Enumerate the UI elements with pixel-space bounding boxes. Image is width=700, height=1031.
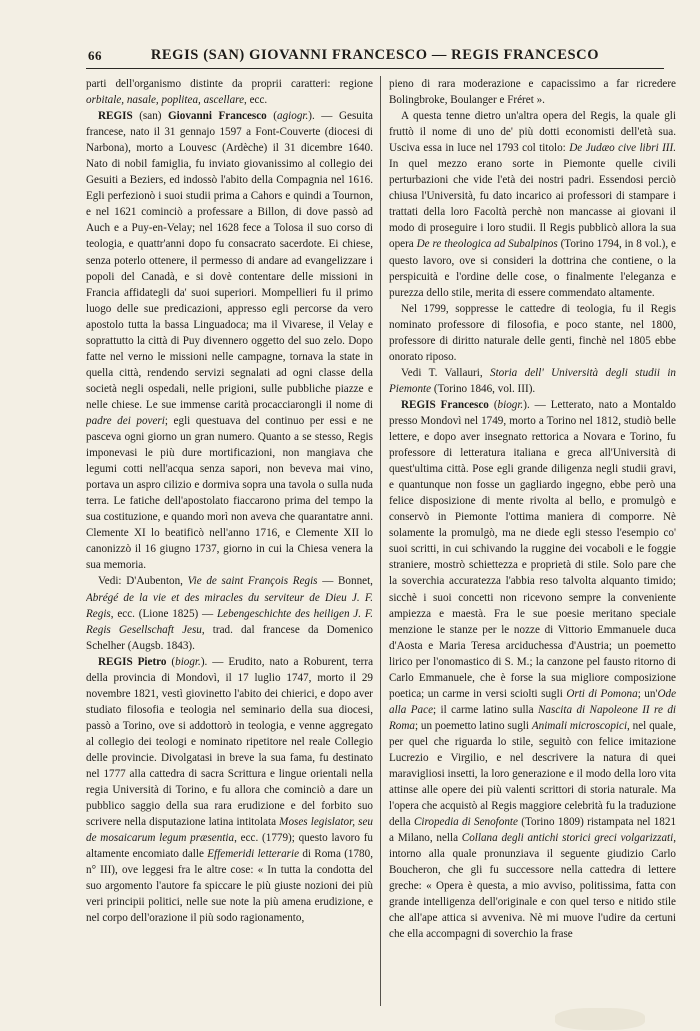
text-run: (Torino 1846, vol. III). [431,382,536,395]
text-run: , intorno alla quale pronunziava il seguente giudizio Carlo Boucheron, che gli fu successore nella cattedra di lettere greche: « Opera è questa, a mio avviso, politissima, fatta con grande intelligenza dell'originale e con quel terso e nitido stile che all'ape attica si avveniva. Nè mi muove l'udire da certuni che ella accompagni di soverchio la frase [389,832,676,941]
italic-text: Effemeridi letterarie [207,848,300,861]
italic-text: Nascita di Napoleone II re di Roma [389,703,676,732]
bold-text: REGIS Pietro [98,655,167,668]
text-run: ( [266,110,278,123]
text-columns [86,76,676,1006]
page-number: 66 [88,48,102,63]
text-run: ). — Gesuita francese, nato il 31 gennajo 1597 a Font-Couverte (diocesi di Narbona), morto a Louvesc (Ardèche) il 31 dicembre 1640. Nato di nobil famiglia, fu inviato giovanissimo al collegio dei Gesuiti a Beziers, ed indossò l'abito della Compagnia nel 1616. Egli perfezionò i suoi studii prima a Cahors e quindi a Tournon, e nel 1621 cominciò a professare a Billon, di dove passò ad Auch e a Puy-en-Velay; nel 1628 fece a Tolosa il suo corso di teologia, e quattr'anni dopo fu consacrato sacerdote. Ei chiese, senza poterlo ottenere, il permesso di andare ad evangelizzare i popoli del Canadà, e si dovè contentare delle missioni in Francia affidategli da' suoi superiori. Mompellieri fu il primo luogo delle sue predicazioni, appresso egli percorse da vero apostolo tutta la bassa Linguadoca; ma il Vivarese, il Velay e soprattutto la città di Puy divennero oggetto del suo zelo. Dopo fatte nel verno le missioni nelle campagne, tornava la state in quella città, rendendo servizi segnalati ad ogni classe della società negli ospedali, nelle prigioni, sulle pubbliche piazze e nelle chiese. Le sue immense carità procacciarongli il nome di [86,110,373,411]
italic-text: Orti di Pomona [566,687,638,700]
entry-paragraph [86,573,373,653]
text-run: (Torino 1794, in 8 vol.), e questo lavoro, ove si consideri la dottrina che contiene, o la perspicuità e l'ordine delle cose, o finalmente l'eleganza e purezza dello stile, merita di essere commendato altamente. [389,238,676,299]
text-run: , ecc. (1779); questo lavoro fu altamente encomiato dalle [86,832,373,861]
right-column [389,76,676,1006]
text-run: (Torino 1809) ristampata nel 1821 a Milano, nella [389,816,676,845]
italic-text: agiogr. [277,110,309,123]
entry-paragraph [389,365,676,397]
italic-text: Vie de saint François Regis [187,575,318,588]
page-smudge [555,1008,645,1030]
italic-text: Abrégé de la vie et des miracles du serviteur de Dieu J. F. Regis [86,591,373,620]
bold-text: REGIS [98,110,133,123]
italic-text: Animali microscopici [531,719,628,732]
text-run: ( [488,398,498,411]
text-run: , nel quale, per quel che riguarda lo stile, seguitò con felice imitazione Lucrezio e Virgilio, e nel descrivere la natura di quei maravigliosi insetti, la loro generazione e il modo della loro vita attinse alle opere dei più valenti scrittori di storia naturale. Ma l'opera che acquistò al Regis maggiore celebrità fu la traduzione della [389,719,676,829]
running-title: REGIS (SAN) GIOVANNI FRANCESCO — REGIS FRANCESCO [150,47,600,63]
italic-text: Lebengeschichte des heiligen J. F. Regis Gesellschaft Jesu [86,607,373,636]
text-run: — Bonnet, [317,575,373,588]
left-column [86,76,373,1006]
italic-text: orbitale, nasale, poplitea, ascellare [86,94,245,107]
italic-text: biogr. [175,655,201,668]
text-run: Vedi: D'Aubenton, [98,575,188,588]
text-run: Nel 1799, soppresse le cattedre di teologia, fu il Regis nominato professore di filosofia, e poco stante, nel 1800, professore di diritto naturale delle genti, finchè nel 1805 ebbe onorato riposo. [389,302,676,363]
continued-paragraph [389,76,676,108]
italic-text: Ciropedia di Senofonte [413,816,518,829]
italic-text: padre dei poveri [86,414,165,427]
text-run: ; egli questuava del continuo per essi e ne pasceva ogni giorno un gran numero. Quanto a se stesso, Regis imponevasi le più dure mortificazioni, non mangiava che legumi cotti nell'acqua senza sapori, non beveva mai vino, portava un aspro cilizio e dormiva sopra una tavola o sulla nuda terra. Le fatiche dell'apostolato fiaccarono prima del tempo la sua costituzione, e quando morì non aveva che quarantatre anni. Clemente XI lo beatificò nell'anno 1716, e Clemente XII lo canonizzò il 16 giugno 1737, giorno in cui la Chiesa venera la sua memoria. [86,414,373,572]
italic-text: De Judæo cive libri III. [569,142,676,155]
italic-text: Ode alla Pace [389,687,676,716]
entry-paragraph [389,397,676,943]
text-run: A questa tenne dietro un'altra opera del Regis, la quale gli fruttò il nome di uno de' più dotti economisti dell'età sua. Usciva essa in luce nel 1793 col titolo: [389,110,676,155]
bold-text: Giovanni Francesco [168,110,267,123]
text-run: (san) [132,110,169,123]
italic-text: Moses legislator, seu de mosaicarum legum præsentia [86,816,373,845]
italic-text: Storia dell' Università degli studii in Piemonte [389,366,676,395]
text-run: parti dell'organismo distinte da proprii caratteri: regione [86,78,373,90]
italic-text: Collana degli antichi storici greci volgarizzati [461,832,674,845]
text-run: di Roma (1780, n° III), ove leggesi fra le altre cose: « In tutta la condotta del suo argomento l'autore fa spiccare le più giuste nozioni dei più veri principii politici, nelle sue note la più amena erudizione, e nel corpo dell'orazione il più sodo ragionamento, [86,848,373,925]
text-run: Vedi T. Vallauri, [401,366,490,379]
italic-text: De re theologica ad Subalpinos [416,238,558,251]
text-run: , ecc. (Lione 1825) — [110,607,217,620]
continued-paragraph [86,76,373,108]
entry-paragraph [86,108,373,573]
page-header [86,44,664,69]
text-run: ). — Letterato, nato a Montaldo presso Mondovì nel 1749, morto a Torino nel 1812, studiò belle lettere, e dopo aver insegnato rettorica a Novara e Torino, fu professore di letteratura italiana e greca all'Università di quest'ultima città. Pose egli grande diligenza negli studii gravi, e quantunque non fosse un gagliardo ingegno, ebbe però una felice disposizione di mente rivolta al bello, e promulgò e conservò in Piemonte l'ottima maniera di comporre. Nè solamente la promulgò, ma ne diede egli stesso l'esempio co' suoi scritti, in cui schivando la ruggine dei vocaboli e le foggie straniere, mostrò schiettezza e proprietà di stile. Solo pare che la soverchia accuratezza l'abbia reso talvolta alquanto timido; sicchè i suoi concetti non ricevono sempre la conveniente ampiezza e maestà. Fra le sue poesie meritano speciale menzione le stanze per le nozze di Vittorio Emmanuele duca d'Aosta e Maria Teresa arciduchessa d'Austria; un poemetto lirico per l'onomastico di S. M.; la canzone pel fausto ritorno di Carlo Emmanuele, che è forse la sua migliore composizione poetica; un carme in versi sciolti sugli [389,398,676,700]
entry-paragraph [389,108,676,301]
text-run: pieno di rara moderazione e capacissimo a far ricredere Bolingbroke, Boulanger e Fréret ». [389,78,676,107]
text-run: ; un' [637,687,658,700]
text-run: ). — Erudito, nato a Roburent, terra della provincia di Mondovì, il 17 luglio 1747, morto il 29 novembre 1821, vestì giovinetto l'abito dei chierici, e dopo aver studiato filosofia e teologia nel seminario della sua diocesi, passò a Torino, ove si addottorò in teologia, e venne aggregato al collegio dei teologi e nominato ripetitore nel reale Collegio delle provincie. Divolgatasi in breve la sua fama, fu destinato nel 1777 alla cattedra di sacra Scrittura e lingue orientali nella regia Università di Torino, e fu allora che cominciò a dare un pubblico saggio della sua rara erudizione e del forbito suo scrivere nella disputazione latina intitolata [86,655,373,829]
entry-paragraph [389,301,676,365]
column-divider [380,76,381,1006]
text-run: ; il carme latino sulla [433,703,538,716]
bold-text: REGIS Francesco [401,398,489,411]
text-run: ; un poemetto latino sugli [415,719,532,732]
text-run: , trad. dal francese da Domenico Schelher (Augsb. 1843). [86,623,373,652]
text-run: In quel mezzo erano sorte in Piemonte quelle civili perturbazioni che vide l'età dei nostri padri. Essendosi perciò chiusa l'Università, fu dato incarico ai professori di stampare i trattati della loro Facoltà perchè non mancasse ai giovani il modo di proseguire i loro studii. Il Regis pubblicò allora la sua opera [389,158,676,251]
text-run: ( [166,655,176,668]
italic-text: biogr. [497,398,524,411]
entry-paragraph [86,654,373,927]
text-run: , ecc. [244,94,268,107]
